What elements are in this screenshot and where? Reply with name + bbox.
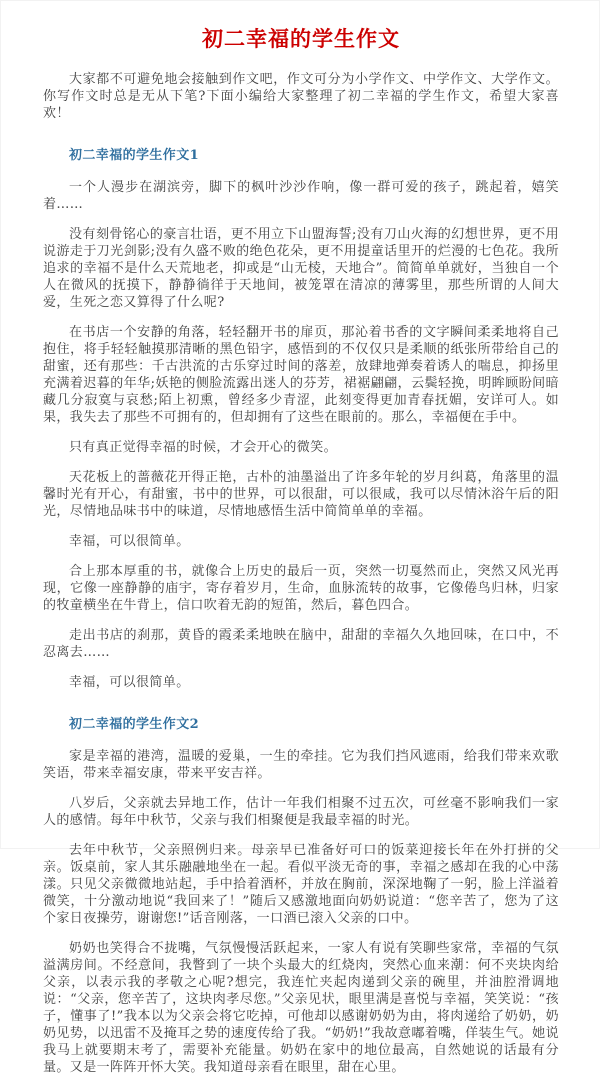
section-heading: 初二幸福的学生作文1 bbox=[69, 148, 200, 163]
section-heading: 初二幸福的学生作文2 bbox=[69, 717, 200, 732]
paragraph: 幸福，可以很简单。 bbox=[69, 675, 190, 690]
essay-sections bbox=[43, 144, 559, 1076]
paragraph: 一个人漫步在湖滨旁，脚下的枫叶沙沙作响，像一群可爱的孩子，跳起着，嬉笑着…… bbox=[43, 180, 559, 212]
page-title: 初二幸福的学生作文 bbox=[202, 26, 400, 51]
paragraph: 只有真正觉得幸福的时候，才会开心的微笑。 bbox=[69, 440, 338, 455]
paragraph: 去年中秋节，父亲照例归来。母亲早已准备好可口的饭菜迎接长年在外打拼的父亲。饭桌前，家人其乐融融地坐在一起。看似平淡无奇的事，幸福之感却在我的心中荡漾。只见父亲微微地站起，手中拾着酒杯，并放在胸前，深深地鞠了一躬，脸上洋溢着微笑，十分激动地说“我回来了！”随后又感激地面向奶奶说道：“您辛苦了，您为了这个家日夜操劳，谢谢您!”话音刚落，一口酒已滚入父亲的口中。 bbox=[43, 843, 559, 926]
paragraph: 合上那本厚重的书，就像合上历史的最后一页，突然一切戛然而止，突然又风光再现，它像一座静静的庙宇，寄存着岁月，生命，血脉流转的故事，它像倦鸟归林，归家的牧童横坐在牛背上，信口吹着无韵的短笛，然后，暮色四合。 bbox=[43, 564, 559, 613]
paragraph: 八岁后，父亲就去异地工作，估计一年我们相聚不过五次，可丝毫不影响我们一家人的感情。每年中秋节，父亲与我们相聚便是我最幸福的时光。 bbox=[43, 796, 559, 828]
paragraph: 天花板上的蔷薇花开得正艳，古朴的油墨溢出了许多年轮的岁月纠葛，角落里的温馨时光有开心，有甜蜜，书中的世界，可以很甜，可以很咸，我可以尽情沐浴午后的阳光，尽情地品味书中的味道，尽情地感悟生活中简简单单的幸福。 bbox=[43, 470, 559, 519]
intro-paragraph: 大家都不可避免地会接触到作文吧，作文可分为小学作文、中学作文、大学作文。你写作文时总是无从下笔?下面小编给大家整理了初二幸福的学生作文，希望大家喜欢！ bbox=[43, 72, 559, 121]
paragraph: 家是幸福的港湾，温暖的爱巢，一生的牵挂。它为我们挡风遮雨，给我们带来欢歌笑语，带来幸福安康，带来平安吉祥。 bbox=[43, 749, 559, 781]
paragraph: 没有刻骨铭心的豪言壮语，更不用立下山盟海誓;没有刀山火海的幻想世界，更不用说游走于刀光剑影;没有久盛不败的绝色花朵，更不用提童话里开的烂漫的七色花。我所追求的幸福不是什么天荒地老，抑或是“山无棱，天地合”。简简单单就好，当独自一个人在微风的抚摸下，静静徜徉于天地间，被笼罩在清凉的薄雾里，那些所谓的人间大爱，生死之恋又算得了什么呢? bbox=[43, 227, 559, 310]
paragraph: 在书店一个安静的角落，轻轻翻开书的扉页，那沁着书香的文字瞬间柔柔地将自己抱住，将手轻轻触摸那清晰的黑色铅字，感悟到的不仅仅只是柔顺的纸张所带给自己的甜蜜，还有那些：千古洪流的古乐穿过时间的落差，放肆地弹奏着诱人的喘息，抑扬里充满着迟暮的年华;妖艳的侧脸流露出迷人的芬芳，裙裾翩翩，云鬓轻挽，明眸顾盼间暗藏几分寂寞与哀愁;陌上初熏，曾经多少青涩，此刻变得更加青春抚媚，安详可人。如果，我失去了那些不可拥有的，但却拥有了这些在眼前的。那么，幸福便在手中。 bbox=[43, 325, 559, 425]
paragraph: 走出书店的刹那，黄昏的霞柔柔地映在脑中，甜甜的幸福久久地回味，在口中，不忍离去…… bbox=[43, 628, 559, 660]
paragraph: 幸福，可以很简单。 bbox=[69, 534, 190, 549]
paragraph: 奶奶也笑得合不拢嘴，气氛慢慢活跃起来，一家人有说有笑聊些家常，幸福的气氛溢满房间。不经意间，我瞥到了一块个头最大的红烧肉，突然心血来潮：何不夹块肉给父亲，以表示我的孝敬之心呢?想完，我连忙夹起肉递到父亲的碗里，并油腔滑调地说：“父亲，您辛苦了，这块肉孝尽您。”父亲见状，眼里满是喜悦与幸福，笑笑说：“孩子，懂事了!”我本以为父亲会将它吃掉，可他却以感谢奶奶为由，将肉递给了奶奶，奶奶见势，以迅雷不及掩耳之势的速度传给了我。“奶奶!”我故意嘟着嘴，佯装生气。她说我马上就要期末考了，需要补充能量。奶奶在家中的地位最高，自然她说的话最有分量。又是一阵阵开怀大笑。我知道母亲看在眼里，甜在心里。 bbox=[43, 941, 559, 1075]
